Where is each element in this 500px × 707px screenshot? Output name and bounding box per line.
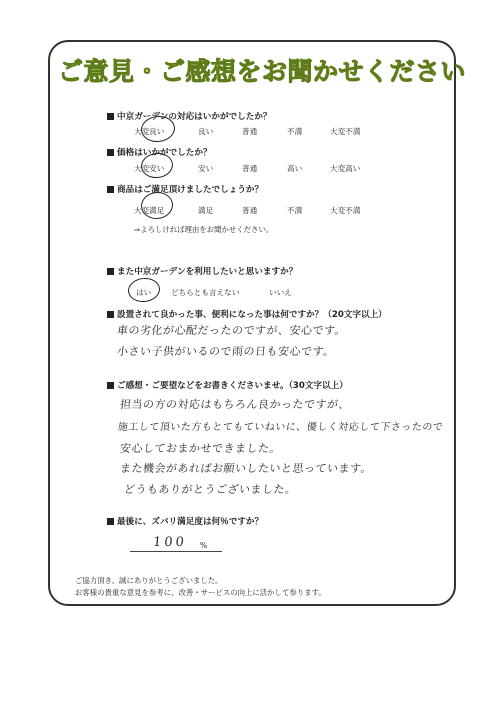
question-label: ご感想・ご要望などをお書きくださいませ。（30文字以上） <box>117 381 348 391</box>
satisfaction-unit: % <box>200 541 208 550</box>
option-q3-5[interactable]: 大変不満 <box>330 206 361 215</box>
option-q3-2[interactable]: 満足 <box>198 206 214 215</box>
option-q1-1[interactable]: 大変良い <box>134 127 165 136</box>
handwritten-answer-line: 担当の方の対応はもちろん良かったですが、 <box>119 398 351 411</box>
question-service <box>107 110 272 122</box>
question-reuse <box>107 265 297 277</box>
option-q4-2[interactable]: どちらとも言えない <box>171 288 240 297</box>
option-q4-1[interactable]: はい <box>136 288 152 297</box>
question-product <box>107 183 263 195</box>
question-label: 商品はご満足頂けましたでしょうか？ <box>117 185 264 195</box>
question-label: また中京ガーデンを利用したいと思いますか？ <box>117 267 298 277</box>
question-comments <box>107 379 348 391</box>
option-q2-5[interactable]: 大変高い <box>330 164 361 173</box>
question-label: 最後に、ズバリ満足度は何％ですか？ <box>117 517 264 527</box>
question-label: 設置されて良かった事、便利になった事は何ですか？（20文字以上） <box>117 310 387 320</box>
option-q2-2[interactable]: 安い <box>198 164 214 173</box>
question-benefits <box>107 308 387 320</box>
square-bullet-icon <box>107 149 114 156</box>
question-satisfaction <box>107 515 263 527</box>
square-bullet-icon <box>107 518 114 525</box>
handwritten-answer-line: 小さい子供がいるので雨の日も安心です。 <box>116 345 336 358</box>
reason-note: ⇒よろしければ理由をお聞かせください。 <box>134 225 274 234</box>
footer-thanks: ご協力頂き、誠にありがとうございました。 <box>75 576 223 585</box>
footer-message: お客様の貴重な意見を参考に、改善・サービスの向上に活かして参ります。 <box>75 588 326 597</box>
option-q2-4[interactable]: 高い <box>287 164 303 173</box>
handwritten-answer-line: どうもありがとうございました。 <box>123 483 298 496</box>
answer-underline <box>130 551 222 552</box>
square-bullet-icon <box>107 382 114 389</box>
square-bullet-icon <box>107 113 114 120</box>
option-q1-3[interactable]: 普通 <box>242 127 258 136</box>
square-bullet-icon <box>107 186 114 193</box>
square-bullet-icon <box>107 311 114 318</box>
option-q3-1[interactable]: 大変満足 <box>134 206 165 215</box>
handwritten-answer-line: 施工して頂いた方もとてもていねいに、優しく対応して下さったので <box>117 422 444 433</box>
option-q3-4[interactable]: 不満 <box>287 206 303 215</box>
option-q1-4[interactable]: 不満 <box>287 127 303 136</box>
handwritten-answer-line: また機会があればお願いしたいと思っています。 <box>119 462 373 475</box>
question-label: 価格はいかがでしたか？ <box>117 148 212 158</box>
option-q1-2[interactable]: 良い <box>198 127 214 136</box>
handwritten-answer-line: 安心しておまかせできました。 <box>119 442 282 455</box>
option-q2-1[interactable]: 大変安い <box>134 164 165 173</box>
square-bullet-icon <box>107 268 114 275</box>
option-q1-5[interactable]: 大変不満 <box>330 127 361 136</box>
option-q4-3[interactable]: いいえ <box>269 288 292 297</box>
satisfaction-value: 100 <box>152 535 188 550</box>
option-q3-3[interactable]: 普通 <box>242 206 258 215</box>
question-label: 中京ガーデンの対応はいかがでしたか？ <box>117 112 272 122</box>
handwritten-answer-line: 車の劣化が心配だったのですが、安心です。 <box>116 324 347 337</box>
option-q2-3[interactable]: 普通 <box>242 164 258 173</box>
page-title: ご意見・ご感想をお聞かせください <box>58 57 467 86</box>
